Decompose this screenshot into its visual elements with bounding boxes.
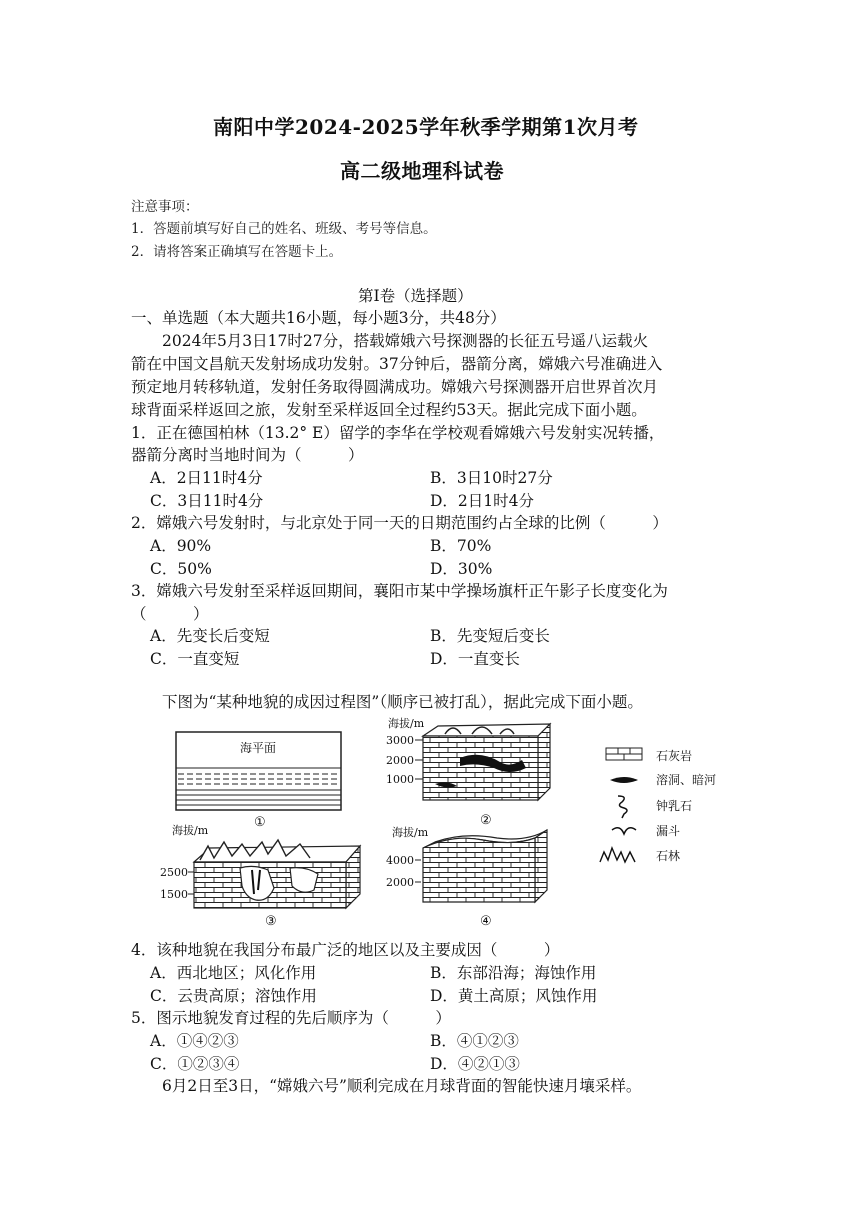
option-c: C．一直变短 bbox=[150, 650, 240, 668]
tick-label: 2000 bbox=[386, 754, 414, 767]
option-b: B．④①②③ bbox=[430, 1032, 519, 1050]
altitude-label: 海拔/m bbox=[172, 824, 209, 837]
option-d: D．黄土高原；风蚀作用 bbox=[430, 987, 598, 1005]
stalactite-icon bbox=[618, 796, 627, 818]
panel-1 bbox=[176, 732, 341, 830]
option-c: C．云贵高原；溶蚀作用 bbox=[150, 987, 317, 1005]
altitude-label: 海拔/m bbox=[388, 717, 425, 730]
option-a: A．①④②③ bbox=[150, 1032, 239, 1050]
tick-label: 1000 bbox=[386, 773, 414, 786]
option-a: A．先变长后变短 bbox=[150, 627, 270, 645]
stone-forest-icon bbox=[600, 848, 635, 862]
sinkhole-icon bbox=[612, 828, 636, 834]
tick-label: 1500 bbox=[160, 888, 188, 901]
section-title: 一、单选题（本大题共16小题，每小题3分，共48分） bbox=[131, 309, 506, 327]
question-stem: 器箭分离时当地时间为（ ） bbox=[131, 446, 364, 464]
figure-intro: 下图为“某种地貌的成因过程图”（顺序已被打乱），据此完成下面小题。 bbox=[162, 693, 643, 711]
passage-line: 箭在中国文昌航天发射场成功发射。37分钟后，器箭分离，嫦娥六号准确进入 bbox=[131, 355, 663, 373]
figure-legend bbox=[600, 748, 716, 863]
panel-2 bbox=[386, 716, 550, 828]
landform-figure bbox=[160, 712, 760, 927]
panel-label: ④ bbox=[480, 914, 492, 927]
panel-label: ③ bbox=[265, 914, 277, 927]
notice-item: 2．请将答案正确填写在答题卡上。 bbox=[131, 244, 343, 260]
passage-line: 6月2日至3日，“嫦娥六号”顺利完成在月球背面的智能快速月壤采样。 bbox=[162, 1077, 642, 1095]
option-b: B．先变短后变长 bbox=[430, 627, 550, 645]
option-c: C．3日11时4分 bbox=[150, 492, 264, 510]
option-a: A．2日11时4分 bbox=[150, 469, 263, 487]
limestone-icon bbox=[606, 748, 642, 760]
notice-heading: 注意事项： bbox=[131, 199, 199, 215]
sea-level-label: 海平面 bbox=[240, 741, 277, 755]
passage-line: 球背面采样返回之旅，发射至采样返回全过程约53天。据此完成下面小题。 bbox=[131, 401, 647, 419]
option-c: C．①②③④ bbox=[150, 1055, 240, 1073]
legend-label: 漏斗 bbox=[656, 824, 681, 838]
question-stem: 3．嫦娥六号发射至采样返回期间，襄阳市某中学操场旗杆正午影子长度变化为 bbox=[131, 582, 668, 600]
option-b: B．东部沿海；海蚀作用 bbox=[430, 964, 597, 982]
option-d: D．30% bbox=[430, 560, 493, 578]
option-c: C．50% bbox=[150, 560, 212, 578]
tick-label: 2500 bbox=[160, 866, 188, 879]
question-stem: 5．图示地貌发育过程的先后顺序为（ ） bbox=[131, 1009, 451, 1027]
question-stem: 1．正在德国柏林（13.2° E）留学的李华在学校观看嫦娥六号发射实况转播， bbox=[131, 424, 665, 442]
panel-3 bbox=[160, 823, 360, 927]
exam-subtitle: 高二级地理科试卷 bbox=[340, 159, 504, 183]
exam-title: 南阳中学2024-2025学年秋季学期第1次月考 bbox=[213, 115, 639, 139]
legend-label: 石林 bbox=[656, 849, 681, 863]
option-d: D．一直变长 bbox=[430, 650, 520, 668]
notice-item: 1．答题前填写好自己的姓名、班级、考号等信息。 bbox=[131, 221, 437, 237]
legend-label: 钟乳石 bbox=[656, 799, 693, 813]
tick-label: 4000 bbox=[386, 854, 414, 867]
panel-4 bbox=[386, 825, 547, 927]
legend-label: 石灰岩 bbox=[656, 749, 693, 763]
option-d: D．2日1时4分 bbox=[430, 492, 535, 510]
tick-label: 2000 bbox=[386, 876, 414, 889]
panel-label: ① bbox=[254, 815, 266, 830]
legend-label: 溶洞、暗河 bbox=[656, 773, 717, 787]
part-title: 第Ⅰ卷（选择题） bbox=[358, 287, 473, 305]
question-stem: 4．该种地貌在我国分布最广泛的地区以及主要成因（ ） bbox=[131, 941, 560, 959]
option-d: D．④②①③ bbox=[430, 1055, 520, 1073]
question-stem: 2．嫦娥六号发射时，与北京处于同一天的日期范围约占全球的比例（ ） bbox=[131, 514, 668, 532]
option-a: A．西北地区；风化作用 bbox=[150, 964, 317, 982]
tick-label: 3000 bbox=[386, 734, 414, 747]
passage-line: 2024年5月3日17时27分，搭载嫦娥六号探测器的长征五号遥八运载火 bbox=[162, 332, 649, 350]
altitude-label: 海拔/m bbox=[392, 826, 429, 839]
option-b: B．3日10时27分 bbox=[430, 469, 553, 487]
question-stem: （ ） bbox=[131, 605, 209, 623]
cave-river-icon bbox=[610, 777, 638, 783]
option-a: A．90% bbox=[150, 537, 212, 555]
passage-line: 预定地月转移轨道，发射任务取得圆满成功。嫦娥六号探测器开启世界首次月 bbox=[131, 378, 659, 396]
panel-label: ② bbox=[480, 813, 492, 828]
option-b: B．70% bbox=[430, 537, 492, 555]
